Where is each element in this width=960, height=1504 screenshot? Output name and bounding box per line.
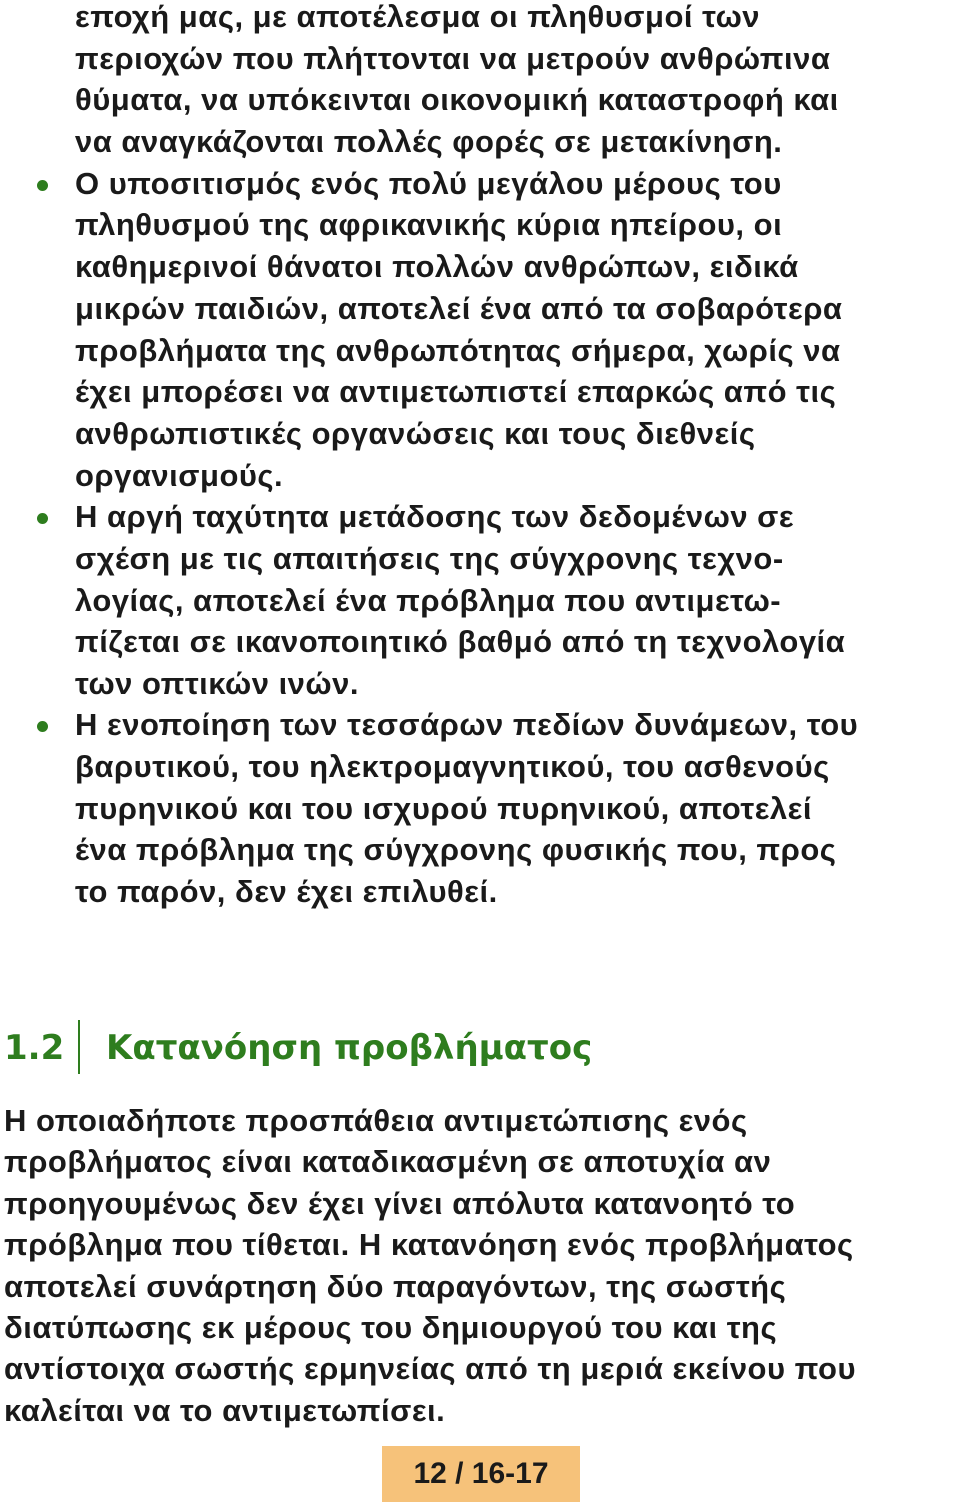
paragraph-line-1: Η οποιαδήποτε προσπάθεια αντιμετώπισης ενός — [4, 1103, 748, 1138]
section-title: Κατανόηση προβλήματος — [106, 1028, 593, 1068]
bullet-1-line-2: περιοχών που πλήττονται να μετρούν ανθρώπινα — [75, 41, 831, 76]
section-divider — [78, 1020, 80, 1074]
bullet-4-line-4: ένα πρόβλημα της σύγχρονης φυσικής που, προς — [75, 832, 837, 867]
bullet-2-line-4: μικρών παιδιών, αποτελεί ένα από τα σοβαρότερα — [75, 291, 843, 326]
paragraph-line-7: αντίστοιχα σωστής ερμηνείας από τη μεριά εκείνου που — [4, 1351, 856, 1386]
bullet-1-line-4: να αναγκάζονται πολλές φορές σε μετακίνηση. — [75, 124, 783, 159]
paragraph-line-6: διατύπωσης εκ μέρους του δημιουργού του και της — [4, 1310, 778, 1345]
bullet-4-line-1: Η ενοποίηση των τεσσάρων πεδίων δυνάμεων, του — [75, 707, 859, 742]
paragraph-line-8: καλείται να το αντιμετωπίσει. — [4, 1393, 446, 1428]
bullet-4-line-2: βαρυτικού, του ηλεκτρομαγνητικού, του ασθενούς — [75, 749, 830, 784]
bullet-3-line-4: πίζεται σε ικανοποιητικό βαθμό από τη τεχνολογία — [75, 624, 846, 659]
bullet-dot-icon — [37, 513, 48, 524]
bullet-4-line-5: το παρόν, δεν έχει επιλυθεί. — [75, 874, 498, 909]
bullet-3-line-2: σχέση με τις απαιτήσεις της σύγχρονης τεχνο- — [75, 541, 784, 576]
bullet-3-line-5: των οπτικών ινών. — [75, 666, 359, 701]
paragraph-line-3: προηγουμένως δεν έχει γίνει απόλυτα κατανοητό το — [4, 1186, 796, 1221]
bullet-4-line-3: πυρηνικού και του ισχυρού πυρηνικού, αποτελεί — [75, 791, 812, 826]
bullet-1-line-1: εποχή μας, με αποτέλεσμα οι πληθυσμοί των — [75, 0, 761, 34]
section-number: 1.2 — [4, 1028, 65, 1068]
bullet-dot-icon — [37, 721, 48, 732]
page-number-badge: 12 / 16-17 — [382, 1446, 580, 1502]
bullet-dot-icon — [37, 180, 48, 191]
paragraph-line-4: πρόβλημα που τίθεται. Η κατανόηση ενός προβλήματος — [4, 1227, 854, 1262]
bullet-2-line-3: καθημερινοί θάνατοι πολλών ανθρώπων, ειδικά — [75, 249, 799, 284]
paragraph-line-2: προβλήματος είναι καταδικασμένη σε αποτυχία αν — [4, 1144, 772, 1179]
bullet-2-line-1: Ο υποσιτισμός ενός πολύ μεγάλου μέρους του — [75, 166, 782, 201]
bullet-1-line-3: θύματα, να υπόκεινται οικονομική καταστροφή και — [75, 82, 839, 117]
bullet-2-line-8: οργανισμούς. — [75, 458, 284, 493]
paragraph-line-5: αποτελεί συνάρτηση δύο παραγόντων, της σωστής — [4, 1269, 787, 1304]
bullet-3-line-1: Η αργή ταχύτητα μετάδοσης των δεδομένων σε — [75, 499, 795, 534]
bullet-2-line-7: ανθρωπιστικές οργανώσεις και τους διεθνείς — [75, 416, 756, 451]
bullet-2-line-6: έχει μπορέσει να αντιμετωπιστεί επαρκώς από τις — [75, 374, 837, 409]
bullet-3-line-3: λογίας, αποτελεί ένα πρόβλημα που αντιμετω- — [75, 583, 782, 618]
bullet-2-line-2: πληθυσμού της αφρικανικής κύρια ηπείρου, οι — [75, 207, 783, 242]
bullet-2-line-5: προβλήματα της ανθρωπότητας σήμερα, χωρίς να — [75, 333, 841, 368]
